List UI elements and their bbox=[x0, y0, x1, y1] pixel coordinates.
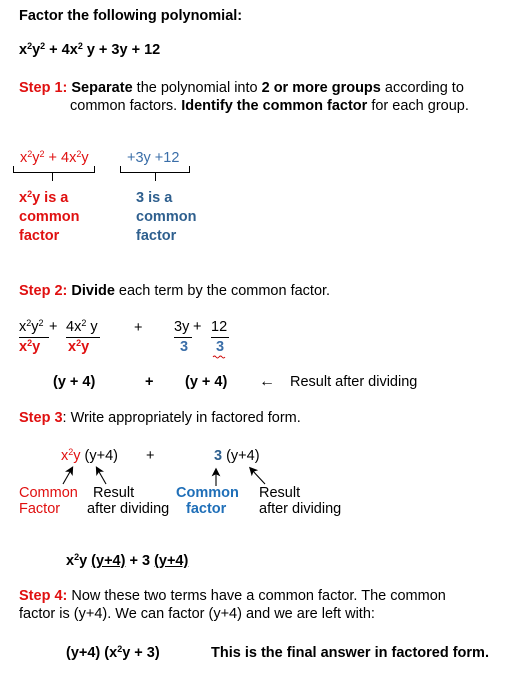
group2-note: 3 is a common factor bbox=[136, 190, 197, 244]
group2-expression: +3y +12 bbox=[127, 150, 180, 166]
step4-line2: factor is (y+4). We can factor (y+4) and we are left with: bbox=[19, 606, 375, 622]
fraction-den-2: $x^2y$ bbox=[68, 338, 90, 355]
step4-label: Step 4: bbox=[19, 588, 68, 604]
factored-term-1: $x^2y$ (y+4) bbox=[61, 447, 118, 464]
step2-label: Step 2: bbox=[19, 283, 68, 299]
group1-expression: $x^2y^2 + 4x^2y$ bbox=[20, 149, 89, 166]
fraction-plus-a: + bbox=[49, 319, 58, 335]
fraction-num-3: 3y bbox=[174, 319, 190, 335]
fraction-plus: + bbox=[134, 320, 143, 336]
left-arrow-icon: ← bbox=[259, 373, 275, 390]
label-result-2: Result after dividing bbox=[259, 485, 342, 517]
group1-note: $x^2y$ is a common factor bbox=[19, 189, 80, 244]
final-answer: (y+4) $(x^2y + 3)$ bbox=[66, 644, 160, 661]
factored-plus: + bbox=[146, 448, 155, 464]
label-common-factor-2: Common factor bbox=[176, 485, 239, 517]
factored-expression: $x^2y$ (y+4) + 3 (y+4) bbox=[66, 552, 189, 569]
step2-line: Step 2: Divide each term by the common factor. bbox=[19, 283, 331, 299]
step1-line1: Step 1: Separate the polynomial into 2 or more groups according to bbox=[19, 80, 464, 96]
factored-term-2: 3 (y+4) bbox=[214, 448, 260, 464]
fraction-den-4: 3 bbox=[216, 339, 225, 355]
fraction-den-1: $x^2y$ bbox=[19, 338, 41, 355]
step3-line: Step 3: Write appropriately in factored form. bbox=[19, 410, 301, 426]
label-common-factor-1: Common Factor bbox=[19, 485, 78, 517]
fraction-den-3: 3 bbox=[180, 339, 189, 355]
fraction-plus-b: + bbox=[193, 319, 202, 335]
step3-label: Step 3 bbox=[19, 410, 63, 426]
step1-label: Step 1: bbox=[19, 80, 68, 96]
result-note: Result after dividing bbox=[290, 374, 418, 390]
page-title: Factor the following polynomial: bbox=[19, 8, 243, 24]
fraction-num-4: 12 bbox=[211, 319, 228, 335]
step4-line1: Step 4: Now these two terms have a common factor. The common bbox=[19, 588, 446, 604]
result-1: (y + 4) bbox=[53, 374, 96, 390]
result-plus: + bbox=[145, 374, 154, 390]
polynomial: $x^2y^2 + 4x^2$ y + 3y + 12 bbox=[19, 41, 161, 58]
label-result-1: Result after dividing bbox=[87, 485, 170, 517]
step1-line2: common factors. Identify the common factor for each group. bbox=[70, 98, 469, 114]
fraction-num-2: $4x^2$ y bbox=[66, 318, 98, 335]
fraction-num-1: $x^2y^2$ bbox=[19, 318, 44, 335]
result-2: (y + 4) bbox=[185, 374, 228, 390]
final-note: This is the final answer in factored form. bbox=[211, 645, 489, 661]
